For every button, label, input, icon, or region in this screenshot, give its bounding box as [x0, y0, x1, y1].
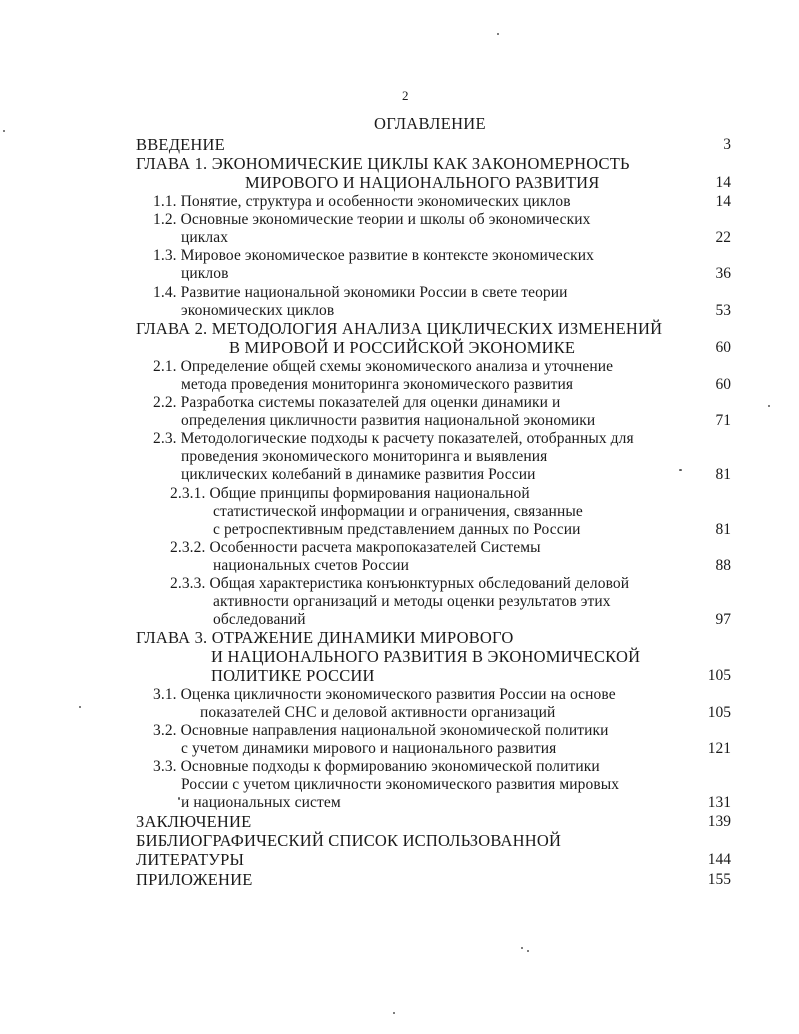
toc-subsection-2-3-3-line1: 2.3.3. Общая характеристика конъюнктурных обследований деловой — [170, 575, 630, 592]
toc-section-3-3-line1: 3.3. Основные подходы к формированию экономической политики — [153, 758, 600, 775]
toc-page-3-1: 105 — [707, 704, 731, 721]
toc-section-1-3-line1: 1.3. Мировое экономическое развитие в контексте экономических — [153, 247, 594, 264]
scan-speck — [178, 797, 180, 800]
toc-section-2-3-line1: 2.3. Методологические подходы к расчету показателей, отобранных для — [153, 430, 634, 447]
toc-section-2-2-line1: 2.2. Разработка системы показателей для оценки динамики и — [153, 394, 561, 411]
toc-page-conclusion: 139 — [707, 813, 731, 830]
toc-section-1-2-line2: циклах — [181, 229, 229, 246]
toc-entry-bibliography-line2: ЛИТЕРАТУРЫ — [136, 850, 245, 869]
toc-page-chapter-3: 105 — [707, 667, 731, 684]
toc-chapter-3-line2: И НАЦИОНАЛЬНОГО РАЗВИТИЯ В ЭКОНОМИЧЕСКОЙ — [211, 647, 641, 666]
toc-page-appendix: 155 — [707, 871, 731, 888]
toc-chapter-3-line3: ПОЛИТИКЕ РОССИИ — [211, 666, 375, 685]
toc-page-2-1: 60 — [715, 376, 731, 393]
toc-page-intro: 3 — [723, 136, 731, 153]
toc-page-3-2: 121 — [707, 740, 731, 757]
toc-page-1-4: 53 — [715, 302, 731, 319]
toc-page-1-3: 36 — [715, 265, 731, 282]
toc-section-1-4-line1: 1.4. Развитие национальной экономики России в свете теории — [153, 284, 568, 301]
toc-subsection-2-3-3-line2: активности организаций и методы оценки результатов этих — [213, 593, 611, 610]
toc-subsection-2-3-1-line3: с ретроспективным представлением данных по России — [213, 521, 581, 538]
toc-subsection-2-3-2-line2: национальных счетов России — [213, 557, 410, 574]
toc-page-chapter-1: 14 — [715, 174, 731, 191]
toc-page-1-2: 22 — [715, 229, 731, 246]
scan-speck — [768, 405, 770, 407]
toc-section-2-1-line2: метода проведения мониторинга экономического развития — [181, 376, 574, 393]
scan-speck — [527, 950, 529, 952]
toc-section-3-1-line1: 3.1. Оценка цикличности экономического развития России на основе — [153, 686, 616, 703]
scan-speck — [679, 469, 682, 471]
toc-subsection-2-3-2-line1: 2.3.2. Особенности расчета макропоказателей Системы — [170, 539, 541, 556]
toc-chapter-2-line1: ГЛАВА 2. МЕТОДОЛОГИЯ АНАЛИЗА ЦИКЛИЧЕСКИХ ИЗМЕНЕНИЙ — [136, 319, 663, 338]
scan-speck — [3, 130, 5, 132]
toc-chapter-1-line2: МИРОВОГО И НАЦИОНАЛЬНОГО РАЗВИТИЯ — [245, 173, 600, 192]
toc-entry-conclusion: ЗАКЛЮЧЕНИЕ — [136, 812, 252, 831]
toc-subsection-2-3-3-line3: обследований — [213, 611, 306, 628]
scan-speck — [521, 947, 523, 949]
page-title: ОГЛАВЛЕНИЕ — [374, 114, 486, 133]
toc-section-1-2-line1: 1.2. Основные экономические теории и школы об экономических — [153, 211, 591, 228]
toc-page-2-3-3: 97 — [715, 611, 731, 628]
toc-page-2-2: 71 — [715, 412, 731, 429]
toc-page-1-1: 14 — [715, 193, 731, 210]
toc-section-3-1-line2: показателей СНС и деловой активности организаций — [200, 704, 556, 721]
toc-subsection-2-3-1-line1: 2.3.1. Общие принципы формирования национальной — [170, 485, 530, 502]
toc-section-1-3-line2: циклов — [181, 265, 229, 282]
toc-section-2-2-line2: определения цикличности развития национальной экономики — [181, 412, 596, 429]
toc-entry-bibliography-line1: БИБЛИОГРАФИЧЕСКИЙ СПИСОК ИСПОЛЬЗОВАННОЙ — [136, 831, 562, 850]
toc-section-3-2-line2: с учетом динамики мирового и национального развития — [181, 740, 557, 757]
toc-subsection-2-3-1-line2: статистической информации и ограничения, связанные — [213, 503, 583, 520]
toc-page-bibliography: 144 — [707, 851, 731, 868]
toc-section-3-2-line1: 3.2. Основные направления национальной экономической политики — [153, 722, 609, 739]
toc-section-3-3-line3: и национальных систем — [181, 794, 341, 811]
toc-entry-intro: ВВЕДЕНИЕ — [136, 135, 225, 154]
toc-section-2-3-line3: циклических колебаний в динамике развития России — [181, 466, 536, 483]
toc-entry-appendix: ПРИЛОЖЕНИЕ — [136, 870, 253, 889]
scan-speck — [393, 1012, 395, 1014]
toc-section-1-1: 1.1. Понятие, структура и особенности экономических циклов — [153, 193, 571, 210]
toc-chapter-1-line1: ГЛАВА 1. ЭКОНОМИЧЕСКИЕ ЦИКЛЫ КАК ЗАКОНОМЕРНОСТЬ — [136, 154, 630, 173]
scan-speck — [497, 33, 499, 35]
toc-chapter-2-line2: В МИРОВОЙ И РОССИЙСКОЙ ЭКОНОМИКЕ — [229, 338, 576, 357]
page-number: 2 — [402, 88, 409, 103]
toc-page-2-3: 81 — [715, 466, 731, 483]
toc-section-2-3-line2: проведения экономического мониторинга и выявления — [181, 448, 548, 465]
toc-section-3-3-line2: России с учетом цикличности экономического развития мировых — [181, 776, 620, 793]
toc-page-chapter-2: 60 — [715, 339, 731, 356]
toc-chapter-3-line1: ГЛАВА 3. ОТРАЖЕНИЕ ДИНАМИКИ МИРОВОГО — [136, 628, 514, 647]
toc-page-3-3: 131 — [707, 794, 731, 811]
toc-section-1-4-line2: экономических циклов — [181, 302, 335, 319]
toc-page-2-3-1: 81 — [715, 521, 731, 538]
toc-section-2-1-line1: 2.1. Определение общей схемы экономического анализа и уточнение — [153, 358, 614, 375]
scan-speck — [79, 706, 81, 708]
toc-page-2-3-2: 88 — [715, 557, 731, 574]
